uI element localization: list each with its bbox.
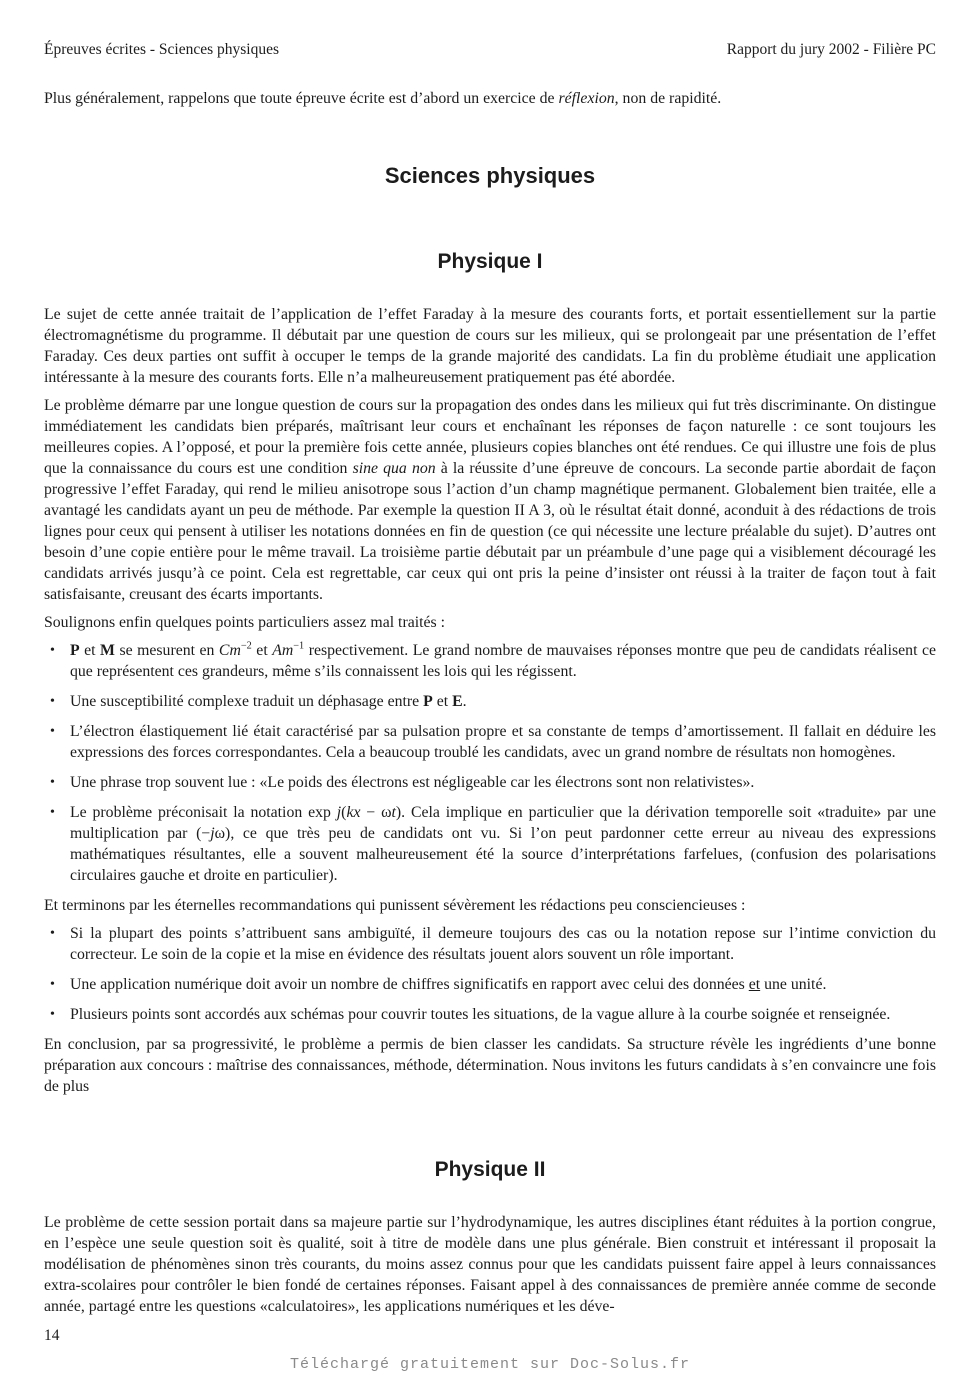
- bullet-item: [44, 923, 936, 965]
- bullet-item: [44, 691, 936, 712]
- bullet-item: [44, 802, 936, 886]
- bullet-marker-icon: •: [50, 1007, 55, 1022]
- bullet-text: Une application numérique doit avoir un nombre de chiffres significatifs en rapport avec celui des données et une unité.: [70, 976, 827, 993]
- bullet-list: [44, 923, 936, 1025]
- paragraph: Soulignons enfin quelques points particuliers assez mal traités :: [44, 614, 445, 631]
- bullet-text: Une susceptibilité complexe traduit un déphasage entre P et E.: [70, 693, 467, 710]
- bullet-marker-icon: •: [50, 775, 55, 790]
- bullet-text: Une phrase trop souvent lue : «Le poids des électrons est négligeable car les électrons sont non relativistes».: [70, 774, 755, 791]
- bullet-list: [44, 640, 936, 886]
- bullet-item: [44, 974, 936, 995]
- bullet-text: Le problème préconisait la notation exp j(kx − ωt). Cela implique en particulier que la dérivation temporelle soit «traduite» par une multiplication par (−jω), ce que très peu de candidats ont vu. Si l’on peut pardonner cette erreur au niveau des expressions mathématiques résultantes, elle a souvent malheureusement été la source d’interprétations farfelues, (confusion des polarisations circulaires gauche et droite en particulier).: [70, 804, 937, 884]
- bullet-text: Plusieurs points sont accordés aux schémas pour couvrir toutes les situations, de la vague allure à la courbe soignée et renseignée.: [70, 1006, 891, 1023]
- header-left: Épreuves écrites - Sciences physiques: [44, 41, 280, 58]
- bullet-marker-icon: •: [50, 926, 55, 941]
- paragraph: En conclusion, par sa progressivité, le problème a permis de bien classer les candidats. Sa structure révèle les ingrédients d’une bonne préparation aux concours : maîtrise des connaissances, méthode, détermination. Nous invitons les futurs candidats à s’en convaincre une fois de plus: [44, 1036, 936, 1095]
- paragraph: Le problème de cette session portait dans sa majeure partie sur l’hydrodynamique, les autres disciplines étant réduites à la portion congrue, en l’espèce une seule question soit ès qualité, soit à titre de modèle dans une plus générale. Bien construit et intéressant il proposait la modélisation de phénomènes sinon très courants, du moins assez connus pour que les candidats puissent faire appel à leurs connaissances extra-scolaires pour contrôler le bien fondé de certaines réponses. Faisant appel à des connaissances de première année comme de seconde année, partagé entre les questions «calculatoires», les applications numériques et les déve-: [44, 1214, 936, 1315]
- bullet-item: [44, 772, 936, 793]
- paragraph: Le sujet de cette année traitait de l’application de l’effet Faraday à la mesure des courants forts, et portait essentiellement sur la partie électromagnétisme du programme. Il débutait par une question de cours sur les milieux, qui se prolongeait par une présentation de l’effet Faraday. Ces deux parties ont suffit à occuper le temps de la grande majorité des candidats. La fin du problème étudiait une application intéressante à la mesure des courants forts. Elle n’a malheureusement pratiquement pas été abordée.: [44, 306, 936, 386]
- page-number: 14: [44, 1327, 60, 1344]
- section-physique-1: [44, 249, 936, 1097]
- paragraph: Et terminons par les éternelles recommandations qui punissent sévèrement les rédactions peu consciencieuses :: [44, 897, 746, 914]
- section-title-physique-1: Physique I: [437, 250, 543, 273]
- bullet-item: [44, 1004, 936, 1025]
- section-title-physique-2: Physique II: [434, 1158, 546, 1181]
- watermark-text: Téléchargé gratuitement sur Doc-Solus.fr: [289, 1356, 691, 1373]
- bullet-marker-icon: •: [50, 724, 55, 739]
- bullet-marker-icon: •: [50, 977, 55, 992]
- bullet-text: L’électron élastiquement lié était caractérisé par sa pulsation propre et sa constante de temps d’amortissement. Il fallait en déduire les expressions des forces correspondantes. Cela a beaucoup troublé les candidats, avec un grand nombre de résultats non homogènes.: [70, 723, 936, 761]
- bullet-marker-icon: •: [50, 805, 55, 820]
- bullet-item: [44, 721, 936, 763]
- bullet-item: [44, 640, 936, 682]
- bullet-text: P et M se mesurent en $Cm^{-2}$ et $Am^{-1}$ respectivement. Le grand nombre de mauvaises réponses montre que peu de candidats réalisent ce que représentent ces grandeurs, même s’ils connaissent les lois qui les régissent.: [70, 640, 936, 680]
- page-header: [44, 40, 936, 60]
- document-title: Sciences physiques: [384, 163, 596, 188]
- section-body-physique-1: [44, 304, 936, 1097]
- bullet-marker-icon: •: [50, 694, 55, 709]
- bullet-text: Si la plupart des points s’attribuent sans ambiguïté, il demeure toujours des cas ou la notation repose sur l’intime conviction du correcteur. Le soin de la copie et la mise en évidence des résultats jouent alors souvent un rôle important.: [70, 925, 936, 963]
- bullet-marker-icon: •: [50, 643, 55, 658]
- section-physique-2: [44, 1157, 936, 1317]
- paragraph: Le problème démarre par une longue question de cours sur la propagation des ondes dans les milieux qui fut très discriminante. On distingue immédiatement les candidats bien préparés, maîtrisant leur cours et enchaînant les réponses de façon naturelle : ce sont toujours les meilleures copies. A l’opposé, et pour la première fois cette année, plusieurs copies blanches ont été rendues. Ce qui illustre une fois de plus que la connaissance du cours est une condition sine qua non à la réussite d’une épreuve de concours. La seconde partie abordait de façon progressive l’effet Faraday, qui rend le milieu anisotrope sous l’action d’un champ magnétique permanent. Globalement bien traitée, elle a avantagé les candidats ayant un peu de méthode. Par exemple la question II A 3, où le résultat était donné, aconduit à des rédactions de trois lignes pour ceux qui pensent à utiliser les notations données en fin de question (ce qui nécessite une lecture préalable du sujet). D’autres ont besoin d’une copie entière pour le même travail. La troisième partie débutait par un préambule d’une page qui a visiblement découragé les candidats arrivés jusqu’à ce point. Cela est regrettable, car ceux qui ont pris la peine d’insister ont réussi à la traiter de façon tout à fait satisfaisante, creusant des écarts importants.: [44, 397, 936, 603]
- intro-section: [44, 88, 936, 109]
- section-body-physique-2: [44, 1212, 936, 1317]
- header-right: Rapport du jury 2002 - Filière PC: [726, 41, 936, 58]
- paragraph: Plus généralement, rappelons que toute épreuve écrite est d’abord un exercice de réflexion, non de rapidité.: [44, 90, 722, 107]
